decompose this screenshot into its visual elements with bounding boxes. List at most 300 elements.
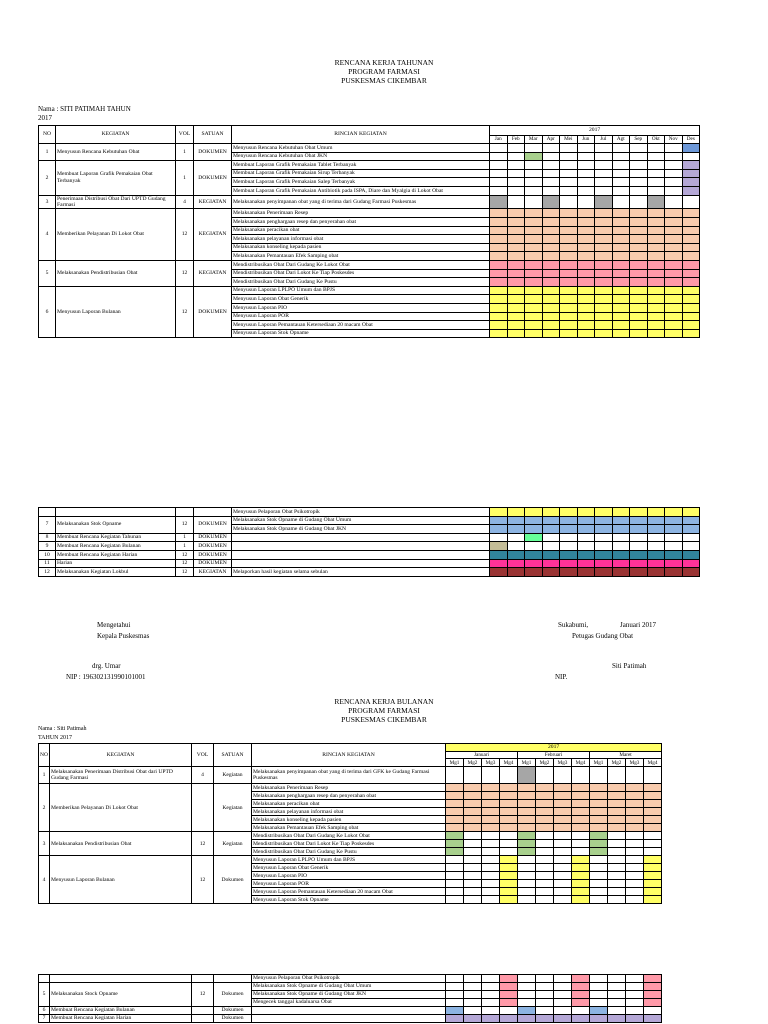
month-cell (630, 312, 648, 321)
month-cell (490, 169, 508, 178)
week-cell (644, 800, 662, 808)
row-satuan (214, 975, 252, 983)
row-satuan: Dokumen (214, 1015, 252, 1023)
month-cell (507, 269, 525, 278)
week-cell (500, 784, 518, 792)
week-cell (500, 991, 518, 999)
month-cell (577, 217, 595, 226)
month-cell (595, 195, 613, 209)
week-cell (590, 1015, 608, 1023)
month-cell (612, 568, 630, 577)
row-rincian: Melaksanakan konseling kepada pasien (232, 243, 490, 252)
row-rincian: Mendistribusikan Obat Dari Gudang Ke Lokot Obat (232, 260, 490, 269)
row-vol (192, 1015, 214, 1023)
week-cell (536, 767, 554, 784)
row-no: 6 (39, 286, 56, 338)
row-rincian: Mendistribusikan Obat Dari Gudang Ke Pustu (252, 848, 446, 856)
month-cell (630, 195, 648, 209)
row-kegiatan: Harian (56, 559, 176, 568)
month-cell (612, 321, 630, 330)
month-cell (647, 226, 665, 235)
row-rincian: Menyusun Laporan Obat Generik (232, 295, 490, 304)
row-vol: 12 (176, 516, 194, 533)
week-header: Mg4 (572, 759, 590, 767)
row-rincian: Melaksanakan penghargaan resep dan penyerahan obat (232, 217, 490, 226)
table-row (39, 568, 700, 577)
row-vol: 1 (176, 161, 194, 195)
week-header: Mg3 (626, 759, 644, 767)
month-cell (682, 195, 700, 209)
week-cell (644, 999, 662, 1007)
month-cell (647, 209, 665, 218)
month-cell (647, 235, 665, 244)
header-kegiatan: KEGIATAN (50, 744, 192, 767)
month-cell (647, 169, 665, 178)
month-header: Nov (665, 136, 683, 144)
week-cell (608, 767, 626, 784)
month-header: Agt (612, 136, 630, 144)
table-row (39, 975, 662, 983)
month-cell (507, 252, 525, 261)
week-cell (554, 784, 572, 792)
month-cell (542, 533, 560, 542)
week-cell (464, 832, 482, 840)
month-cell (577, 195, 595, 209)
week-cell (554, 848, 572, 856)
row-no: 4 (39, 209, 56, 261)
month-cell (525, 269, 543, 278)
month-cell (682, 235, 700, 244)
week-cell (626, 880, 644, 888)
week-cell (590, 888, 608, 896)
month-cell (612, 312, 630, 321)
month-cell (560, 161, 578, 170)
month-cell (647, 260, 665, 269)
week-cell (500, 1007, 518, 1015)
month-cell (577, 559, 595, 568)
week-cell (626, 800, 644, 808)
doc2-title (0, 697, 768, 724)
row-rincian: Membuat Laporan Grafik Pemakaian Antibiotik pada ISPA, Diare dan Myalgia di Lokot Obat (232, 186, 490, 195)
row-vol: 4 (176, 195, 194, 209)
row-satuan: KEGIATAN (194, 568, 232, 577)
week-cell (644, 872, 662, 880)
row-no: 4 (39, 856, 50, 904)
week-cell (572, 767, 590, 784)
month-cell (665, 195, 683, 209)
month-cell (647, 186, 665, 195)
week-cell (608, 983, 626, 991)
month-cell (665, 217, 683, 226)
row-kegiatan (56, 508, 176, 517)
row-no: 1 (39, 767, 50, 784)
month-cell (647, 312, 665, 321)
row-vol (192, 975, 214, 983)
month-cell (647, 568, 665, 577)
table-row (39, 1007, 662, 1015)
row-rincian: Menyusun Pelaporan Obat Psikotropik (252, 975, 446, 983)
month-cell (560, 144, 578, 153)
month-cell (595, 260, 613, 269)
week-cell (536, 896, 554, 904)
row-rincian (252, 1007, 446, 1015)
month-cell (525, 533, 543, 542)
month-cell (577, 550, 595, 559)
week-cell (590, 848, 608, 856)
row-rincian: Menyusun Rencana Kebutuhan Obat JKN (232, 152, 490, 161)
month-cell (682, 252, 700, 261)
month-cell (577, 169, 595, 178)
month-cell (560, 312, 578, 321)
month-cell (577, 269, 595, 278)
month-cell (525, 568, 543, 577)
week-cell (446, 872, 464, 880)
month-cell (542, 169, 560, 178)
month-cell (665, 295, 683, 304)
week-cell (518, 784, 536, 792)
month-cell (577, 144, 595, 153)
week-cell (644, 840, 662, 848)
row-vol: 12 (192, 832, 214, 856)
week-cell (500, 896, 518, 904)
row-rincian: Membuat Laporan Grafik Pemakaian Salep Terbanyak (232, 178, 490, 187)
month-cell (612, 243, 630, 252)
row-no: 5 (39, 983, 50, 1007)
month-cell (525, 312, 543, 321)
row-rincian: Membuat Laporan Grafik Pemakaian Tablet Terbanyak (232, 161, 490, 170)
header-vol: VOL (192, 744, 214, 767)
week-cell (464, 880, 482, 888)
table-row (39, 559, 700, 568)
week-cell (590, 832, 608, 840)
month-cell (682, 508, 700, 517)
month-cell (612, 303, 630, 312)
month-cell (682, 186, 700, 195)
month-cell (490, 329, 508, 338)
month-cell (682, 226, 700, 235)
month-cell (507, 260, 525, 269)
month-cell (630, 303, 648, 312)
week-cell (446, 880, 464, 888)
row-rincian: Melaksanakan peracikan obat (232, 226, 490, 235)
month-header: Feb (507, 136, 525, 144)
row-rincian: Melaksanakan penghargaan resep dan penyerahan obat (252, 792, 446, 800)
week-cell (608, 784, 626, 792)
week-cell (554, 880, 572, 888)
row-vol: 1 (176, 144, 194, 161)
row-rincian: Mendistribusikan Obat Dari Lokot Ke Tiap Poskesdes (252, 840, 446, 848)
row-no: 1 (39, 144, 56, 161)
month-cell (577, 542, 595, 551)
month-cell (595, 303, 613, 312)
month-cell (577, 235, 595, 244)
week-cell (500, 888, 518, 896)
month-cell (525, 303, 543, 312)
week-cell (590, 840, 608, 848)
month-cell (490, 235, 508, 244)
week-cell (572, 816, 590, 824)
row-no: 2 (39, 161, 56, 195)
month-cell (612, 195, 630, 209)
week-cell (500, 840, 518, 848)
week-cell (554, 999, 572, 1007)
week-cell (482, 792, 500, 800)
week-cell (644, 792, 662, 800)
week-cell (554, 832, 572, 840)
week-cell (464, 824, 482, 832)
month-cell (490, 568, 508, 577)
table-row (39, 1015, 662, 1023)
week-cell (608, 792, 626, 800)
week-cell (590, 816, 608, 824)
month-cell (577, 533, 595, 542)
month-cell (560, 186, 578, 195)
month-cell (560, 550, 578, 559)
row-rincian: Melaksanakan peracikan obat (252, 800, 446, 808)
table-row (39, 983, 662, 991)
row-rincian: Menyusun Laporan Obat Generik (252, 864, 446, 872)
month-cell (630, 269, 648, 278)
week-cell (572, 896, 590, 904)
month-cell (525, 260, 543, 269)
row-no: 5 (39, 260, 56, 286)
week-cell (536, 800, 554, 808)
month-cell (630, 217, 648, 226)
week-cell (608, 856, 626, 864)
week-cell (500, 872, 518, 880)
week-header: Mg3 (482, 759, 500, 767)
month-header: Februari (518, 752, 590, 759)
week-cell (482, 800, 500, 808)
week-cell (644, 856, 662, 864)
week-cell (554, 792, 572, 800)
week-cell (626, 896, 644, 904)
month-cell (560, 321, 578, 330)
month-cell (577, 286, 595, 295)
row-kegiatan: Menyusun Laporan Bulanan (56, 286, 176, 338)
week-cell (482, 767, 500, 784)
week-header: Mg4 (644, 759, 662, 767)
week-cell (626, 872, 644, 880)
row-kegiatan: Melaksanakan Pendistribusian Obat (50, 832, 192, 856)
week-cell (518, 983, 536, 991)
week-header: Mg2 (464, 759, 482, 767)
month-cell (490, 303, 508, 312)
row-kegiatan: Membuat Rencana Kegiatan Tahunan (56, 533, 176, 542)
month-cell (542, 152, 560, 161)
month-cell (630, 525, 648, 534)
month-cell (682, 516, 700, 525)
week-cell (518, 856, 536, 864)
week-cell (536, 983, 554, 991)
month-cell (507, 303, 525, 312)
week-cell (446, 888, 464, 896)
row-rincian: Menyusun Rencana Kebutuhan Obat Umum (232, 144, 490, 153)
header-year: 2017 (446, 744, 662, 752)
month-cell (525, 144, 543, 153)
week-cell (572, 880, 590, 888)
month-cell (507, 243, 525, 252)
row-rincian: Menyusun Laporan Pemantauan Ketersediaan 20 macam Obat (232, 321, 490, 330)
month-cell (507, 226, 525, 235)
sig-left-name: drg. Umar (92, 662, 121, 670)
week-cell (536, 864, 554, 872)
month-header: Mei (560, 136, 578, 144)
week-cell (608, 808, 626, 816)
table-row (39, 832, 662, 840)
month-cell (595, 217, 613, 226)
doc1-title-line: PUSKESMAS CIKEMBAR (341, 76, 427, 85)
month-cell (560, 195, 578, 209)
doc1-year-line: 2017 (38, 114, 52, 122)
week-cell (608, 848, 626, 856)
week-cell (572, 975, 590, 983)
month-cell (560, 235, 578, 244)
week-cell (644, 888, 662, 896)
month-cell (630, 243, 648, 252)
week-cell (608, 824, 626, 832)
table-row (39, 516, 700, 525)
week-cell (590, 784, 608, 792)
month-cell (490, 144, 508, 153)
week-cell (572, 784, 590, 792)
doc1-table (38, 125, 700, 338)
month-cell (630, 260, 648, 269)
month-cell (647, 144, 665, 153)
week-cell (626, 1007, 644, 1015)
month-cell (490, 195, 508, 209)
month-cell (507, 312, 525, 321)
month-cell (595, 550, 613, 559)
month-cell (525, 152, 543, 161)
week-cell (626, 832, 644, 840)
row-rincian: Melaksanakan penyimpanan obat yang di terima dari Gudang Farmasi Puskesmas (232, 195, 490, 209)
week-cell (608, 840, 626, 848)
month-cell (507, 178, 525, 187)
month-cell (525, 252, 543, 261)
week-cell (590, 975, 608, 983)
month-cell (507, 169, 525, 178)
row-satuan: DOKUMEN (194, 550, 232, 559)
month-cell (630, 508, 648, 517)
month-cell (560, 533, 578, 542)
row-rincian (232, 533, 490, 542)
week-cell (626, 824, 644, 832)
week-cell (572, 824, 590, 832)
week-cell (500, 856, 518, 864)
week-cell (518, 864, 536, 872)
month-cell (525, 321, 543, 330)
week-cell (644, 975, 662, 983)
month-cell (682, 178, 700, 187)
row-rincian: Melaporkan hasil kegiatan selama sebulan (232, 568, 490, 577)
month-cell (647, 516, 665, 525)
month-cell (560, 178, 578, 187)
row-vol: 12 (176, 559, 194, 568)
month-cell (630, 542, 648, 551)
row-vol: 12 (176, 260, 194, 286)
month-cell (595, 568, 613, 577)
month-cell (630, 286, 648, 295)
doc2-name-line: Nama : Siti Patimah (38, 726, 87, 732)
row-satuan: DOKUMEN (194, 559, 232, 568)
month-cell (525, 559, 543, 568)
month-cell (665, 243, 683, 252)
month-cell (507, 550, 525, 559)
sig-right-nip: NIP. (555, 673, 568, 681)
month-cell (665, 226, 683, 235)
row-rincian: Mendistribusikan Obat Dari Gudang Ke Pustu (232, 278, 490, 287)
month-cell (542, 508, 560, 517)
month-cell (630, 295, 648, 304)
month-cell (612, 161, 630, 170)
month-cell (647, 559, 665, 568)
month-cell (612, 533, 630, 542)
row-rincian: Menyusun Laporan POR (232, 312, 490, 321)
month-cell (665, 303, 683, 312)
month-cell (647, 525, 665, 534)
sig-right-date: Januari 2017 (620, 621, 656, 629)
week-cell (500, 848, 518, 856)
week-cell (590, 792, 608, 800)
month-cell (490, 226, 508, 235)
week-cell (536, 824, 554, 832)
month-cell (647, 161, 665, 170)
row-vol (192, 784, 214, 832)
week-cell (572, 1007, 590, 1015)
week-header: Mg3 (554, 759, 572, 767)
row-vol: 1 (176, 542, 194, 551)
month-cell (542, 295, 560, 304)
month-cell (682, 295, 700, 304)
month-cell (682, 260, 700, 269)
month-cell (630, 329, 648, 338)
month-cell (630, 278, 648, 287)
week-cell (464, 872, 482, 880)
sig-left-title: Mengetahui (97, 621, 131, 629)
month-cell (595, 533, 613, 542)
month-cell (647, 252, 665, 261)
row-no: 3 (39, 832, 50, 856)
week-cell (644, 767, 662, 784)
month-cell (542, 525, 560, 534)
row-vol: 12 (176, 550, 194, 559)
row-no: 2 (39, 784, 50, 832)
week-cell (536, 872, 554, 880)
week-cell (572, 888, 590, 896)
week-cell (500, 792, 518, 800)
row-no: 8 (39, 533, 56, 542)
month-cell (525, 186, 543, 195)
week-cell (572, 832, 590, 840)
week-cell (464, 800, 482, 808)
month-cell (665, 508, 683, 517)
month-cell (525, 525, 543, 534)
week-cell (590, 856, 608, 864)
month-cell (595, 235, 613, 244)
month-cell (682, 217, 700, 226)
month-cell (630, 209, 648, 218)
month-cell (560, 209, 578, 218)
week-cell (446, 1007, 464, 1015)
month-header: Okt (647, 136, 665, 144)
month-cell (560, 525, 578, 534)
week-cell (536, 840, 554, 848)
week-cell (644, 784, 662, 792)
week-cell (464, 896, 482, 904)
month-cell (525, 542, 543, 551)
doc1-title-line: RENCANA KERJA TAHUNAN (334, 58, 434, 67)
